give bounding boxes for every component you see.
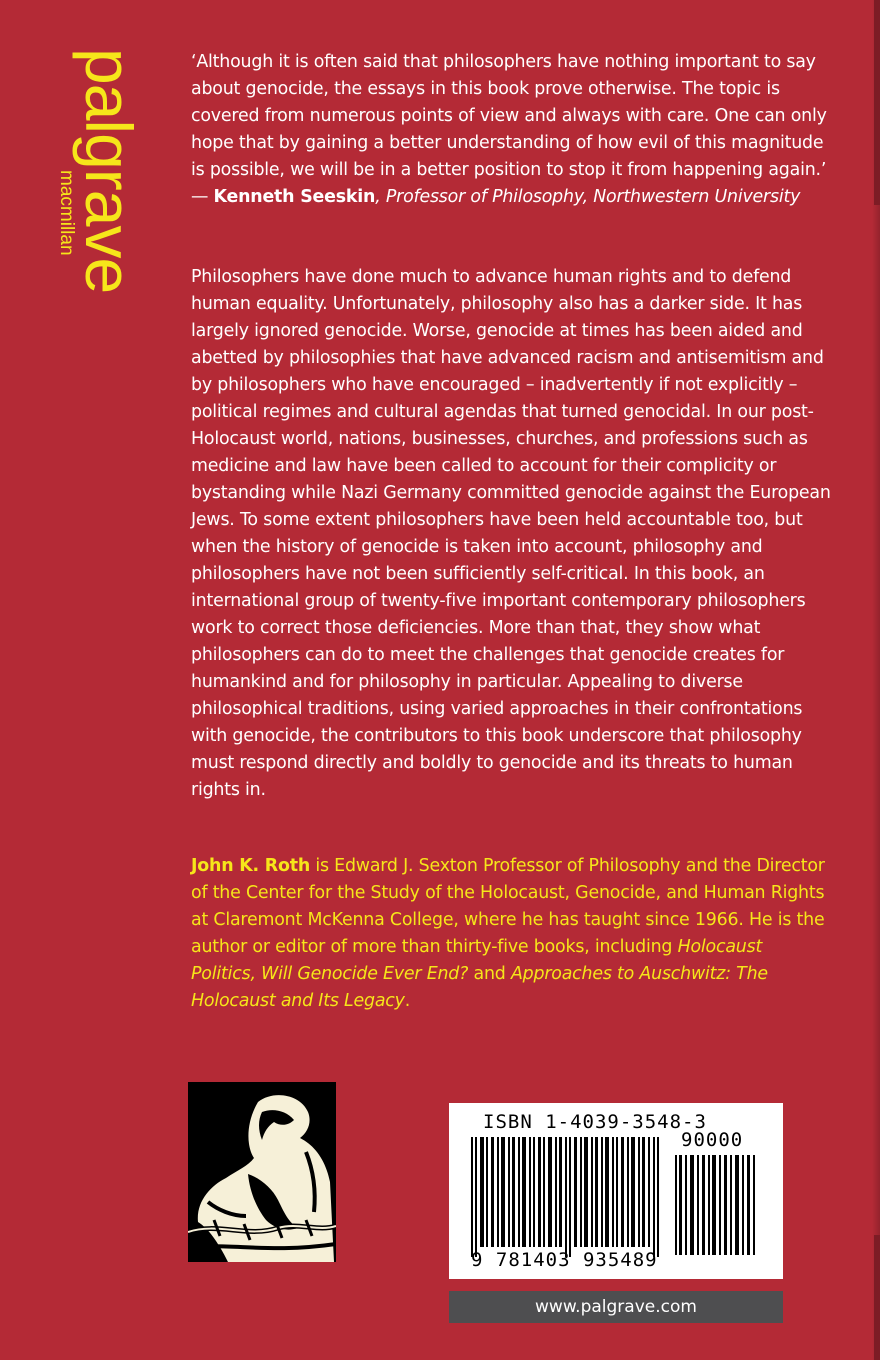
- book-title-1: Holocaust Politics, Will Genocide Ever End?: [191, 937, 763, 984]
- price-addon-number: 90000: [681, 1129, 744, 1151]
- publisher-logo-imprint: macmillan: [56, 170, 77, 256]
- author-name: John K. Roth: [191, 856, 311, 876]
- thinker-figure-illustration: [188, 1082, 336, 1262]
- page-edge-mark: [874, 1235, 880, 1360]
- book-description: Philosophers have done much to advance human rights and to defend human equality. Unfortunately, philosophy also has a darker side. It has largely ignored genocide. Worse, genocide at times has been aided and abetted by philosophies that have advanced racism and antisemitism and by philosophers who have encouraged – inadvertently if not explicitly – political regimes and cultural agendas that turned genocidal. In our post-Holocaust world, nations, businesses, churches, and professions such as medicine and law have been called to account for their complicity or bystanding while Nazi Germany committed genocide against the European Jews. To some extent philosophers have been held accountable too, but when the history of genocide is taken into account, philosophy and philosophers have not been sufficiently self-critical. In this book, an international group of twenty-five important contemporary philosophers work to correct those deficiencies. More than that, they show what philosophers can do to meet the challenges that genocide creates for humankind and for philosophy in particular. Appealing to diverse philosophical traditions, using varied approaches in their confrontations with genocide, the contributors to this book underscore that philosophy must respond directly and boldly to genocide and its threats to human rights in.: [191, 267, 831, 800]
- bio-end: .: [404, 991, 411, 1011]
- bio-conjunction: and: [468, 964, 511, 984]
- cover-artwork: [188, 1082, 336, 1262]
- publisher-logo: [52, 48, 152, 328]
- isbn-barcode: [449, 1103, 783, 1279]
- author-bio-text: is Edward J. Sexton Professor of Philosophy and the Director of the Center for the Study of the Holocaust, Genocide, and Human Rights at Claremont McKenna College, where he has taught since 1966. He is the author or editor of more than thirty-five books, including: [191, 856, 825, 957]
- publisher-logo-name: palgrave: [72, 48, 146, 294]
- quote-attribution: [191, 184, 831, 211]
- quote-text: ‘Although it is often said that philosophers have nothing important to say about genocide, the essays in this book prove otherwise. The topic is covered from numerous points of view and always with care. One can only hope that by gaining a better understanding of how evil of this magnitude is possible, we will be in a better position to stop it from happening again.’: [191, 52, 827, 180]
- page-edge-mark: [874, 0, 880, 205]
- author-bio: [191, 853, 831, 1015]
- quote-author: Kenneth Seeskin: [213, 187, 376, 207]
- book-title-2: Approaches to Auschwitz: The Holocaust and Its Legacy: [191, 964, 768, 1011]
- publisher-website[interactable]: www.palgrave.com: [449, 1291, 783, 1323]
- isbn-label: ISBN 1-4039-3548-3: [483, 1111, 707, 1133]
- endorsement-quote: [191, 49, 831, 211]
- ean-number: 9 781403 935489: [471, 1249, 658, 1271]
- quote-affiliation: , Professor of Philosophy, Northwestern University: [375, 187, 801, 207]
- quote-dash: —: [191, 187, 214, 207]
